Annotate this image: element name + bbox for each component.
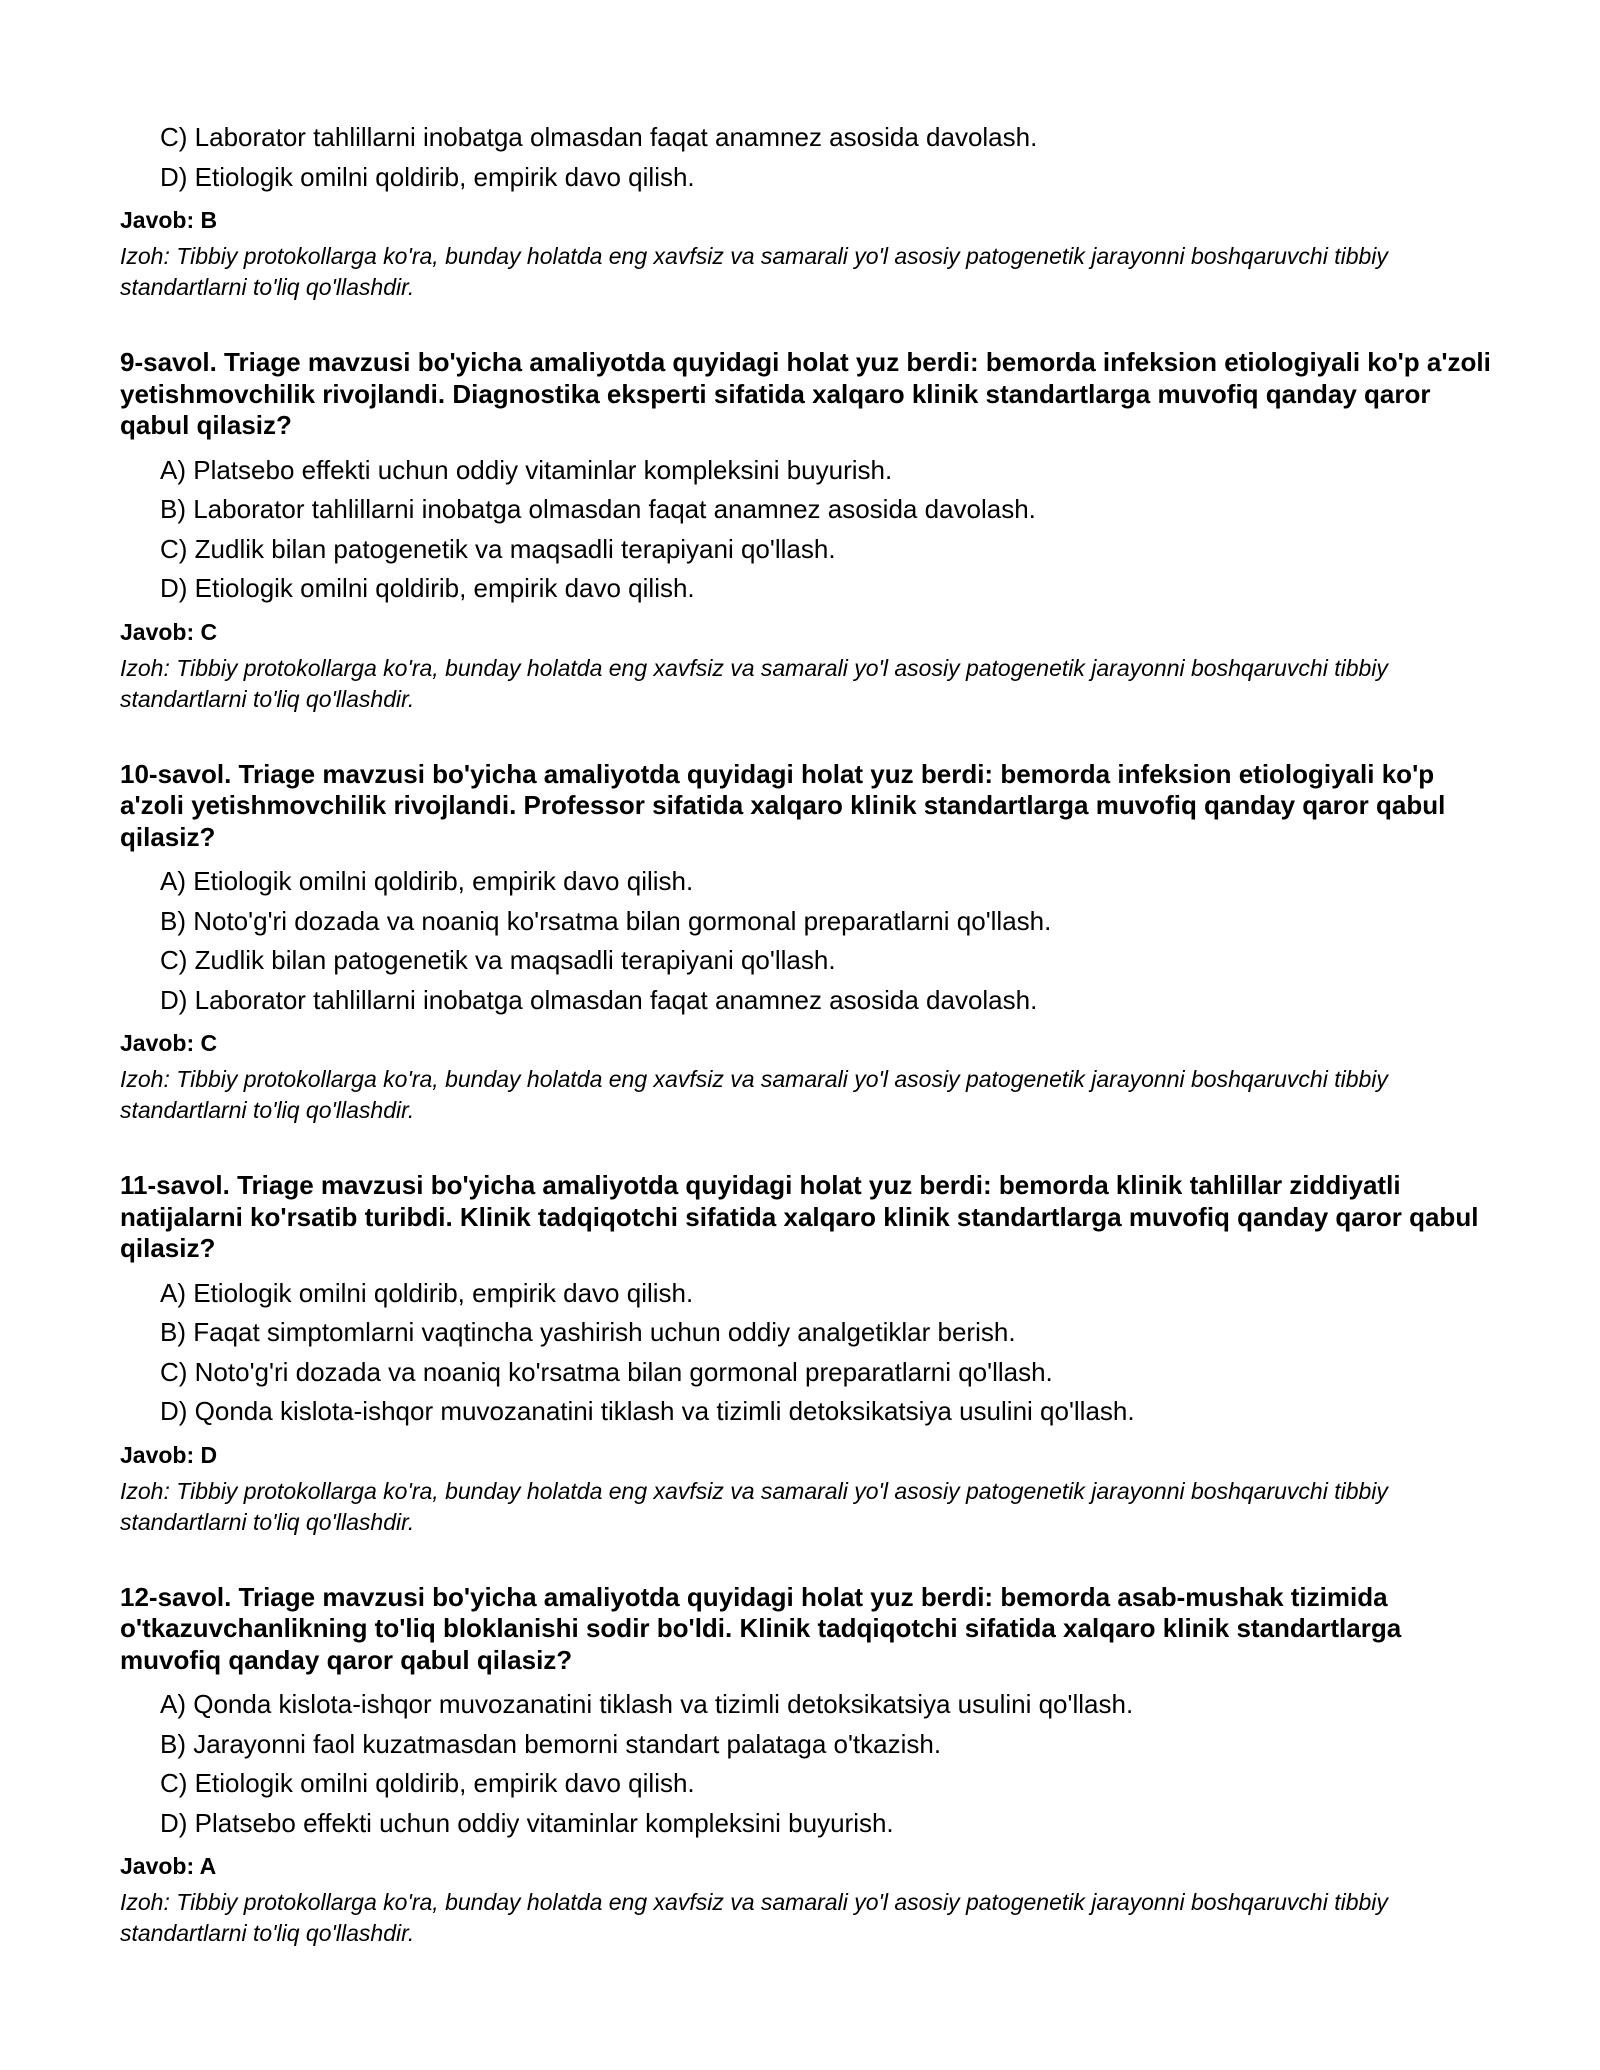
explanation-note: Izoh: Tibbiy protokollarga ko'ra, bunday holatda eng xavfsiz va samarali yo'l asosiy patogenetik jarayonni boshqaruvchi tibbiy standartlarni to'liq qo'llashdir. <box>120 1889 1388 1946</box>
options-list <box>120 862 1500 1020</box>
option-c: C) Etiologik omilni qoldirib, empirik davo qilish. <box>160 1768 695 1798</box>
answer-label: Javob: A <box>120 1853 217 1879</box>
explanation-note: Izoh: Tibbiy protokollarga ko'ra, bunday holatda eng xavfsiz va samarali yo'l asosiy patogenetik jarayonni boshqaruvchi tibbiy standartlarni to'liq qo'llashdir. <box>120 1066 1388 1123</box>
question-11 <box>120 1170 1500 1538</box>
question-9 <box>120 347 1500 715</box>
options-list <box>120 1685 1500 1843</box>
document-page <box>120 118 1500 1949</box>
question-text: 10-savol. Triage mavzusi bo'yicha amaliyotda quyidagi holat yuz berdi: bemorda infeksion etiologiyali ko'p a'zoli yetishmovchilik rivojlandi. Professor sifatida xalqaro klinik standartlarga muvofiq qanday qaror qabul qilasiz? <box>120 758 1446 852</box>
explanation-note: Izoh: Tibbiy protokollarga ko'ra, bunday holatda eng xavfsiz va samarali yo'l asosiy patogenetik jarayonni boshqaruvchi tibbiy standartlarni to'liq qo'llashdir. <box>120 1477 1388 1535</box>
explanation-note: Izoh: Tibbiy protokollarga ko'ra, bunday holatda eng xavfsiz va samarali yo'l asosiy patogenetik jarayonni boshqaruvchi tibbiy standartlarni to'liq qo'llashdir. <box>120 243 1388 300</box>
option-b: B) Jarayonni faol kuzatmasdan bemorni standart palataga o'tkazish. <box>160 1728 942 1759</box>
option-d: D) Qonda kislota-ishqor muvozanatini tiklash va tizimli detoksikatsiya usulini qo'llash. <box>160 1396 1135 1426</box>
option-c: C) Noto'g'ri dozada va noaniq ko'rsatma bilan gormonal preparatlarni qo'llash. <box>160 1356 1053 1387</box>
option-d: D) Laborator tahlillarni inobatga olmasdan faqat anamnez asosida davolash. <box>160 984 1038 1015</box>
option-d: D) Etiologik omilni qoldirib, empirik davo qilish. <box>160 161 695 192</box>
option-d: D) Platsebo effekti uchun oddiy vitaminlar kompleksini buyurish. <box>160 1807 894 1838</box>
answer-label: Javob: C <box>120 1030 218 1056</box>
option-b: B) Noto'g'ri dozada va noaniq ko'rsatma bilan gormonal preparatlarni qo'llash. <box>160 905 1052 936</box>
options-list <box>120 118 1500 197</box>
option-c: C) Zudlik bilan patogenetik va maqsadli terapiyani qo'llash. <box>160 945 836 975</box>
answer-label: Javob: D <box>120 1441 218 1468</box>
option-b: B) Faqat simptomlarni vaqtincha yashirish uchun oddiy analgetiklar berish. <box>160 1317 1016 1347</box>
question-12 <box>120 1582 1500 1950</box>
option-a: A) Platsebo effekti uchun oddiy vitaminlar kompleksini buyurish. <box>160 454 893 485</box>
answer-label: Javob: B <box>120 207 218 233</box>
question-10 <box>120 759 1500 1127</box>
option-a: A) Etiologik omilni qoldirib, empirik davo qilish. <box>160 866 694 896</box>
option-a: A) Qonda kislota-ishqor muvozanatini tiklash va tizimli detoksikatsiya usulini qo'llash. <box>160 1689 1134 1719</box>
explanation-note: Izoh: Tibbiy protokollarga ko'ra, bunday holatda eng xavfsiz va samarali yo'l asosiy patogenetik jarayonni boshqaruvchi tibbiy standartlarni to'liq qo'llashdir. <box>120 654 1388 712</box>
option-d: D) Etiologik omilni qoldirib, empirik davo qilish. <box>160 573 695 603</box>
option-a: A) Etiologik omilni qoldirib, empirik davo qilish. <box>160 1277 694 1308</box>
question-text: 9-savol. Triage mavzusi bo'yicha amaliyotda quyidagi holat yuz berdi: bemorda infeksion etiologiyali ko'p a'zoli yetishmovchilik rivojlandi. Diagnostika eksperti sifatida xalqaro klinik standartlarga muvofiq qanday qaror qabul qilasiz? <box>120 347 1491 440</box>
options-list <box>120 451 1500 609</box>
option-b: B) Laborator tahlillarni inobatga olmasdan faqat anamnez asosida davolash. <box>160 494 1036 524</box>
answer-label: Javob: C <box>120 618 218 645</box>
question-8-continued <box>120 118 1500 303</box>
options-list <box>120 1274 1500 1432</box>
option-c: C) Zudlik bilan patogenetik va maqsadli terapiyani qo'llash. <box>160 533 836 564</box>
option-c: C) Laborator tahlillarni inobatga olmasdan faqat anamnez asosida davolash. <box>160 122 1038 152</box>
question-text: 11-savol. Triage mavzusi bo'yicha amaliyotda quyidagi holat yuz berdi: bemorda klinik tahlillar ziddiyatli natijalarni ko'rsatib turibdi. Klinik tadqiqotchi sifatida xalqaro klinik standartlarga muvofiq qanday qaror qabul qilasiz? <box>120 1170 1479 1263</box>
question-text: 12-savol. Triage mavzusi bo'yicha amaliyotda quyidagi holat yuz berdi: bemorda asab-mushak tizimida o'tkazuvchanlikning to'liq bloklanishi sodir bo'ldi. Klinik tadqiqotchi sifatida xalqaro klinik standartlarga muvofiq qanday qaror qabul qilasiz? <box>120 1581 1402 1675</box>
